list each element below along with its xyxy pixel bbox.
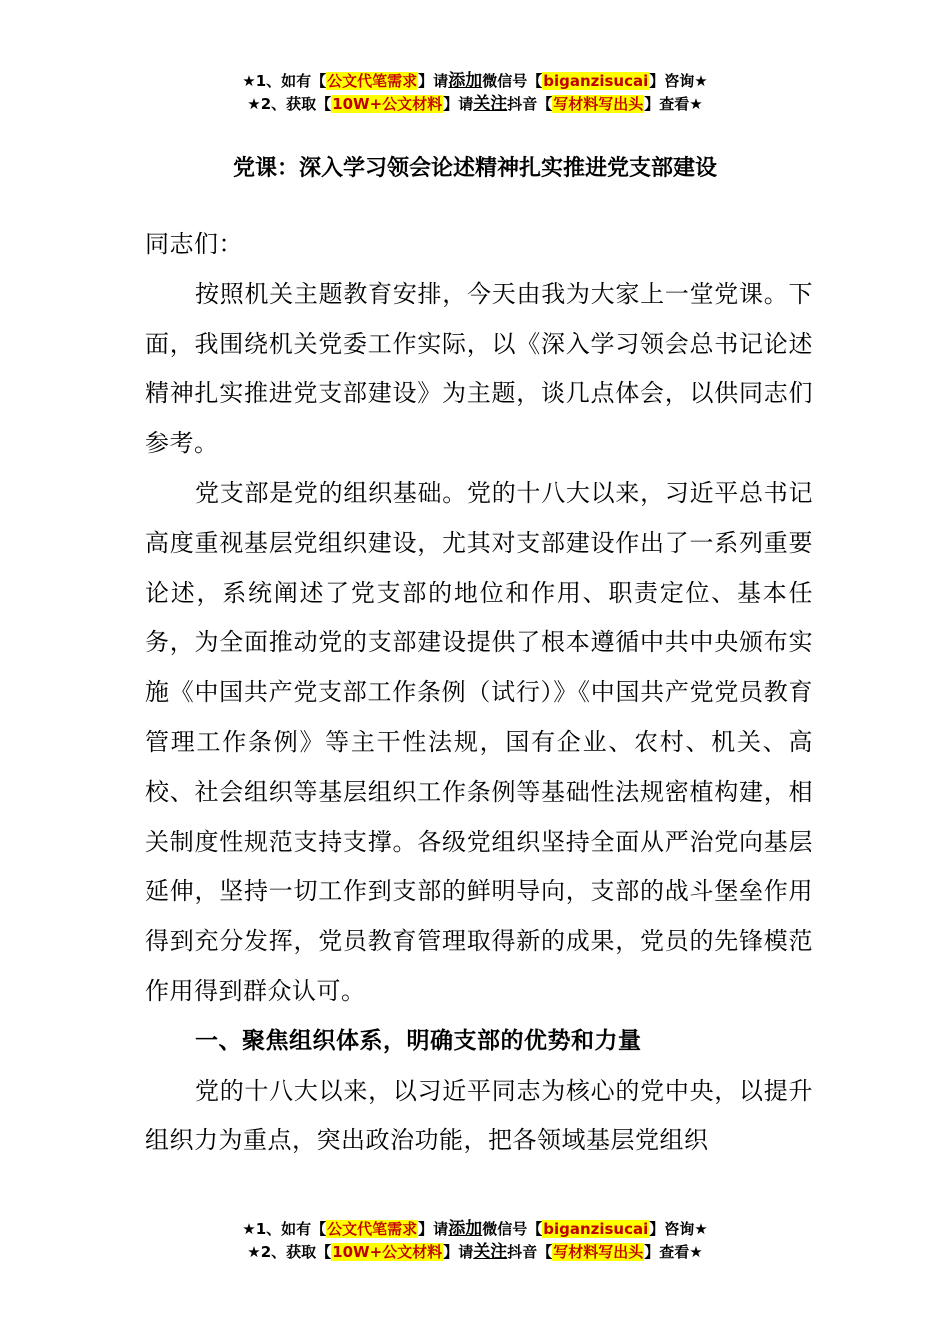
greeting: 同志们： [145, 230, 243, 258]
document-title: 党课：深入学习领会论述精神扎实推进党支部建设 [232, 156, 717, 181]
top-promo-banner [0, 70, 950, 116]
promo-line-2: ★2、获取【10W+公文材料】请关注抖音【写材料写出头】查看★ [247, 94, 703, 114]
douyin-account: 写材料写出头 [553, 95, 644, 113]
document-body [145, 220, 813, 1166]
promo-highlight: 公文代笔需求 [327, 72, 418, 90]
paragraph: 按照机关主题教育安排，今天由我为大家上一堂党课。下面，我围绕机关党委工作实际，以《深入学习领会总书记论述精神扎实推进党支部建设》为主题，谈几点体会，以供同志们参考。 [145, 279, 813, 458]
promo-line-1: ★1、如有【公文代笔需求】请添加微信号【biganzisucai】咨询★ [242, 71, 708, 91]
paragraph: 党支部是党的组织基础。党的十八大以来，习近平总书记高度重视基层党组织建设，尤其对支部建设作出了一系列重要论述，系统阐述了党支部的地位和作用、职责定位、基本任务，为全面推动党的支部建设提供了根本遵循中共中央颁布实施《中国共产党支部工作条例（试行）》《中国共产党党员教育管理工作条例》等主干性法规，国有企业、农村、机关、高校、社会组织等基层组织工作条例等基础性法规密植构建，相关制度性规范支持支撑。各级党组织坚持全面从严治党向基层延伸，坚持一切工作到支部的鲜明导向，支部的战斗堡垒作用得到充分发挥，党员教育管理取得新的成果，党员的先锋模范作用得到群众认可。 [145, 478, 813, 1005]
promo-highlight: 10W+公文材料 [332, 1243, 443, 1261]
wechat-id: biganzisucai [543, 1220, 649, 1238]
douyin-account: 写材料写出头 [553, 1243, 644, 1261]
section-heading: 一、聚焦组织体系，明确支部的优势和力量 [195, 1027, 642, 1054]
promo-line-2: ★2、获取【10W+公文材料】请关注抖音【写材料写出头】查看★ [247, 1242, 703, 1262]
paragraph: 党的十八大以来，以习近平同志为核心的党中央，以提升组织力为重点，突出政治功能，把各领域基层党组织 [145, 1076, 813, 1155]
promo-highlight: 10W+公文材料 [332, 95, 443, 113]
bottom-promo-banner [0, 1218, 950, 1264]
promo-highlight: 公文代笔需求 [327, 1220, 418, 1238]
promo-line-1: ★1、如有【公文代笔需求】请添加微信号【biganzisucai】咨询★ [242, 1219, 708, 1239]
wechat-id: biganzisucai [543, 72, 649, 90]
